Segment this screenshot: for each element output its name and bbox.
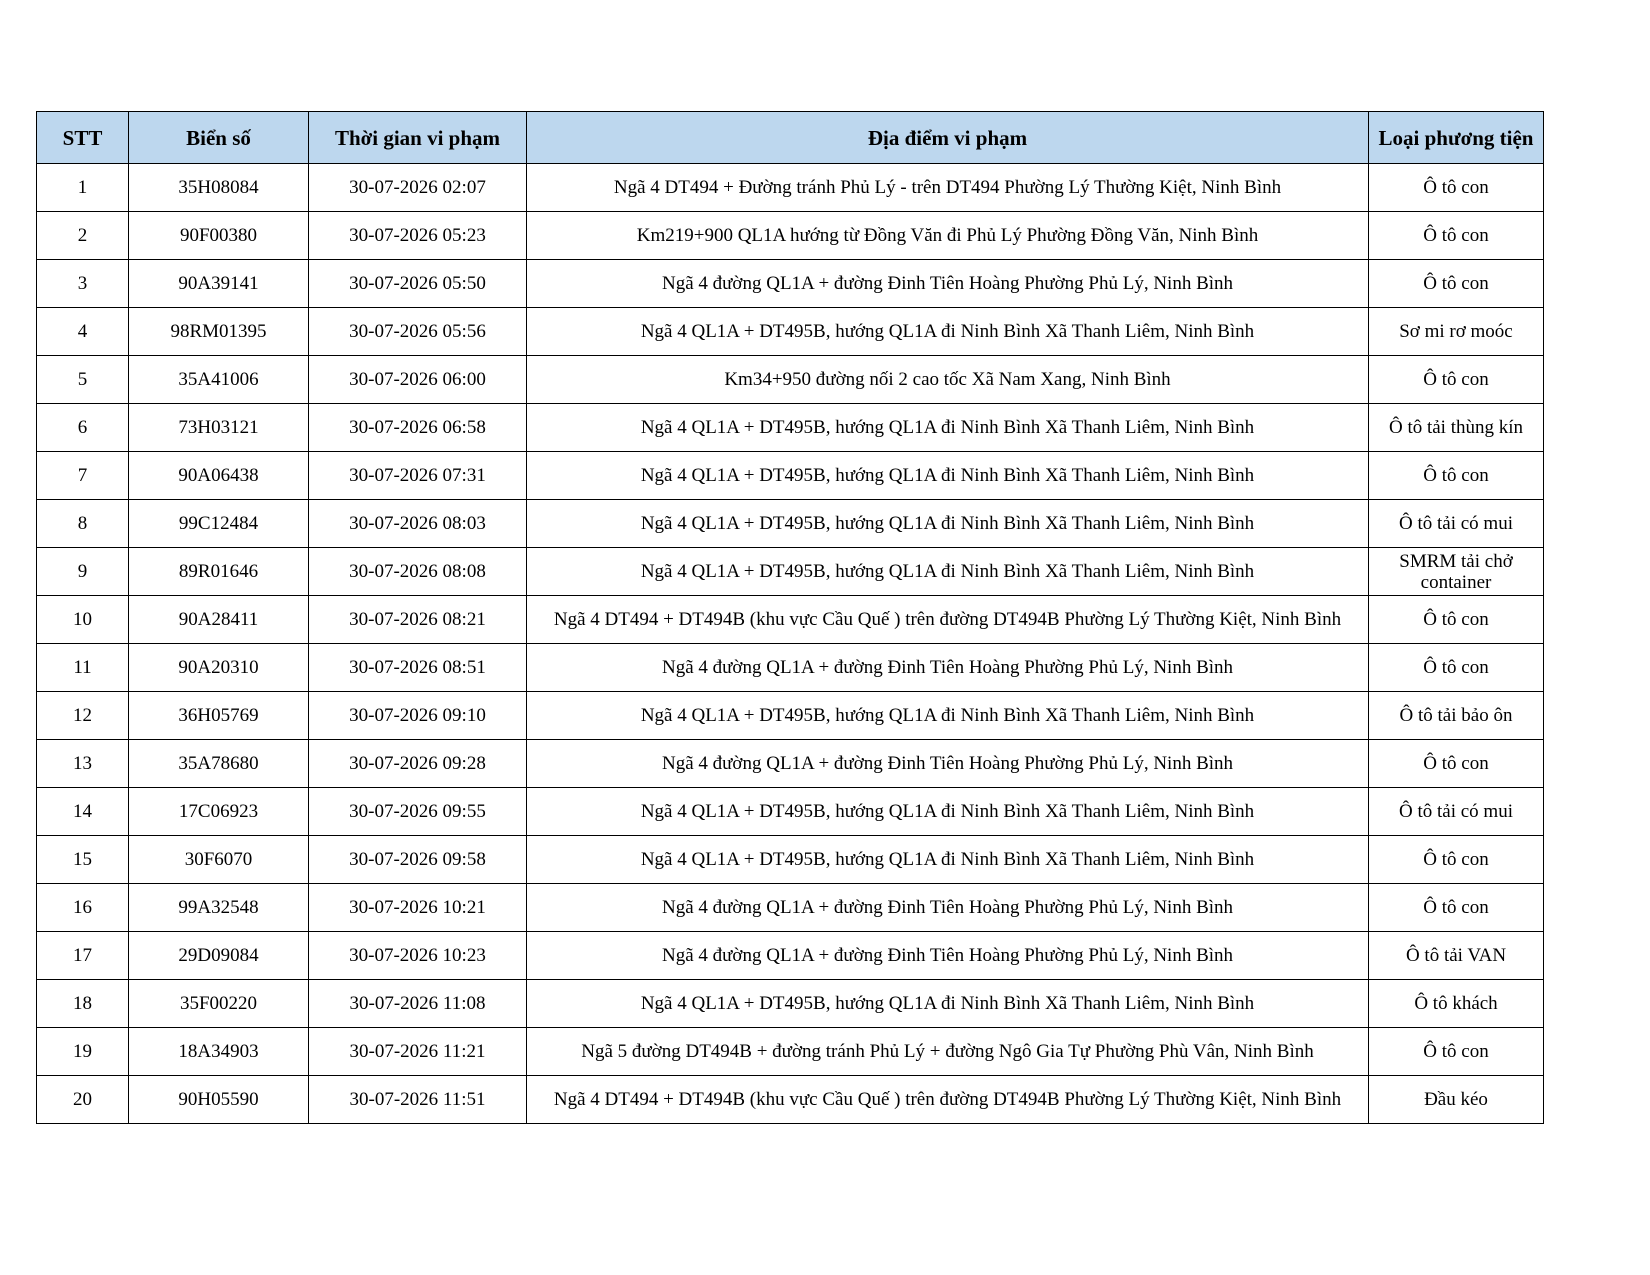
table-row	[37, 164, 1544, 212]
cell-stt: 11	[37, 644, 129, 692]
cell-location: Ngã 4 đường QL1A + đường Đinh Tiên Hoàng Phường Phủ Lý, Ninh Bình	[527, 260, 1369, 308]
cell-location: Ngã 4 QL1A + DT495B, hướng QL1A đi Ninh Bình Xã Thanh Liêm, Ninh Bình	[527, 836, 1369, 884]
cell-vehicle-type: Ô tô tải VAN	[1369, 932, 1544, 980]
table-row	[37, 692, 1544, 740]
header-location: Địa điểm vi phạm	[527, 112, 1369, 164]
cell-time: 30-07-2026 08:03	[309, 500, 527, 548]
cell-stt: 7	[37, 452, 129, 500]
header-time: Thời gian vi phạm	[309, 112, 527, 164]
cell-vehicle-type: Ô tô con	[1369, 836, 1544, 884]
cell-stt: 20	[37, 1076, 129, 1124]
cell-vehicle-type: Ô tô con	[1369, 644, 1544, 692]
cell-time: 30-07-2026 11:08	[309, 980, 527, 1028]
cell-stt: 4	[37, 308, 129, 356]
cell-stt: 10	[37, 596, 129, 644]
cell-vehicle-type: Ô tô con	[1369, 740, 1544, 788]
cell-time: 30-07-2026 09:28	[309, 740, 527, 788]
cell-vehicle-type: Ô tô con	[1369, 596, 1544, 644]
cell-location: Ngã 4 QL1A + DT495B, hướng QL1A đi Ninh Bình Xã Thanh Liêm, Ninh Bình	[527, 452, 1369, 500]
cell-time: 30-07-2026 09:58	[309, 836, 527, 884]
cell-plate: 73H03121	[129, 404, 309, 452]
cell-time: 30-07-2026 09:10	[309, 692, 527, 740]
table-row	[37, 596, 1544, 644]
cell-plate: 99A32548	[129, 884, 309, 932]
cell-stt: 19	[37, 1028, 129, 1076]
cell-vehicle-type: Ô tô con	[1369, 1028, 1544, 1076]
cell-plate: 30F6070	[129, 836, 309, 884]
cell-vehicle-type: Đầu kéo	[1369, 1076, 1544, 1124]
cell-plate: 35F00220	[129, 980, 309, 1028]
cell-time: 30-07-2026 05:50	[309, 260, 527, 308]
table-row	[37, 644, 1544, 692]
cell-location: Ngã 4 QL1A + DT495B, hướng QL1A đi Ninh Bình Xã Thanh Liêm, Ninh Bình	[527, 788, 1369, 836]
table-row	[37, 1028, 1544, 1076]
cell-plate: 89R01646	[129, 548, 309, 596]
cell-vehicle-type: Ô tô con	[1369, 884, 1544, 932]
cell-vehicle-type: Ô tô tải có mui	[1369, 788, 1544, 836]
table-row	[37, 212, 1544, 260]
cell-stt: 12	[37, 692, 129, 740]
cell-location: Ngã 4 QL1A + DT495B, hướng QL1A đi Ninh Bình Xã Thanh Liêm, Ninh Bình	[527, 980, 1369, 1028]
cell-plate: 90H05590	[129, 1076, 309, 1124]
cell-time: 30-07-2026 05:23	[309, 212, 527, 260]
cell-location: Ngã 4 QL1A + DT495B, hướng QL1A đi Ninh Bình Xã Thanh Liêm, Ninh Bình	[527, 500, 1369, 548]
table-row	[37, 1076, 1544, 1124]
cell-plate: 18A34903	[129, 1028, 309, 1076]
cell-plate: 90A20310	[129, 644, 309, 692]
table-row	[37, 740, 1544, 788]
table-row	[37, 308, 1544, 356]
cell-time: 30-07-2026 05:56	[309, 308, 527, 356]
cell-time: 30-07-2026 08:51	[309, 644, 527, 692]
cell-location: Km219+900 QL1A hướng từ Đồng Văn đi Phủ Lý Phường Đồng Văn, Ninh Bình	[527, 212, 1369, 260]
cell-location: Ngã 4 đường QL1A + đường Đinh Tiên Hoàng Phường Phủ Lý, Ninh Bình	[527, 932, 1369, 980]
cell-plate: 17C06923	[129, 788, 309, 836]
table-row	[37, 260, 1544, 308]
table-row	[37, 788, 1544, 836]
cell-stt: 5	[37, 356, 129, 404]
cell-stt: 18	[37, 980, 129, 1028]
cell-vehicle-type: SMRM tải chở container	[1369, 548, 1544, 596]
cell-time: 30-07-2026 10:21	[309, 884, 527, 932]
cell-location: Ngã 4 đường QL1A + đường Đinh Tiên Hoàng Phường Phủ Lý, Ninh Bình	[527, 740, 1369, 788]
cell-location: Ngã 4 đường QL1A + đường Đinh Tiên Hoàng Phường Phủ Lý, Ninh Bình	[527, 884, 1369, 932]
cell-location: Ngã 4 DT494 + Đường tránh Phủ Lý - trên DT494 Phường Lý Thường Kiệt, Ninh Bình	[527, 164, 1369, 212]
cell-plate: 35A78680	[129, 740, 309, 788]
cell-time: 30-07-2026 09:55	[309, 788, 527, 836]
cell-plate: 99C12484	[129, 500, 309, 548]
cell-stt: 9	[37, 548, 129, 596]
cell-vehicle-type: Ô tô con	[1369, 260, 1544, 308]
cell-location: Ngã 5 đường DT494B + đường tránh Phủ Lý + đường Ngô Gia Tự Phường Phù Vân, Ninh Bình	[527, 1028, 1369, 1076]
cell-time: 30-07-2026 07:31	[309, 452, 527, 500]
cell-stt: 3	[37, 260, 129, 308]
cell-location: Ngã 4 DT494 + DT494B (khu vực Cầu Quế ) trên đường DT494B Phường Lý Thường Kiệt, Ninh Bình	[527, 1076, 1369, 1124]
cell-time: 30-07-2026 02:07	[309, 164, 527, 212]
table-body	[37, 164, 1544, 1124]
cell-stt: 14	[37, 788, 129, 836]
cell-location: Ngã 4 QL1A + DT495B, hướng QL1A đi Ninh Bình Xã Thanh Liêm, Ninh Bình	[527, 404, 1369, 452]
cell-stt: 17	[37, 932, 129, 980]
header-vehicle-type: Loại phương tiện	[1369, 112, 1544, 164]
cell-location: Ngã 4 QL1A + DT495B, hướng QL1A đi Ninh Bình Xã Thanh Liêm, Ninh Bình	[527, 692, 1369, 740]
cell-vehicle-type: Ô tô tải bảo ôn	[1369, 692, 1544, 740]
cell-time: 30-07-2026 10:23	[309, 932, 527, 980]
header-row	[37, 112, 1544, 164]
cell-time: 30-07-2026 11:51	[309, 1076, 527, 1124]
cell-plate: 90A28411	[129, 596, 309, 644]
cell-location: Ngã 4 QL1A + DT495B, hướng QL1A đi Ninh Bình Xã Thanh Liêm, Ninh Bình	[527, 308, 1369, 356]
cell-plate: 90A06438	[129, 452, 309, 500]
cell-stt: 13	[37, 740, 129, 788]
table-header	[37, 112, 1544, 164]
cell-location: Ngã 4 QL1A + DT495B, hướng QL1A đi Ninh Bình Xã Thanh Liêm, Ninh Bình	[527, 548, 1369, 596]
cell-plate: 98RM01395	[129, 308, 309, 356]
cell-vehicle-type: Ô tô con	[1369, 212, 1544, 260]
header-plate: Biển số	[129, 112, 309, 164]
cell-plate: 36H05769	[129, 692, 309, 740]
cell-time: 30-07-2026 11:21	[309, 1028, 527, 1076]
cell-vehicle-type: Sơ mi rơ moóc	[1369, 308, 1544, 356]
cell-vehicle-type: Ô tô con	[1369, 356, 1544, 404]
table-row	[37, 548, 1544, 596]
cell-location: Ngã 4 đường QL1A + đường Đinh Tiên Hoàng Phường Phủ Lý, Ninh Bình	[527, 644, 1369, 692]
cell-vehicle-type: Ô tô con	[1369, 452, 1544, 500]
table-row	[37, 836, 1544, 884]
cell-time: 30-07-2026 08:21	[309, 596, 527, 644]
cell-stt: 16	[37, 884, 129, 932]
table-row	[37, 884, 1544, 932]
cell-time: 30-07-2026 06:00	[309, 356, 527, 404]
cell-time: 30-07-2026 08:08	[309, 548, 527, 596]
cell-plate: 35A41006	[129, 356, 309, 404]
cell-vehicle-type: Ô tô tải có mui	[1369, 500, 1544, 548]
cell-time: 30-07-2026 06:58	[309, 404, 527, 452]
violations-table	[36, 111, 1544, 1124]
cell-vehicle-type: Ô tô tải thùng kín	[1369, 404, 1544, 452]
cell-plate: 35H08084	[129, 164, 309, 212]
cell-plate: 90F00380	[129, 212, 309, 260]
cell-vehicle-type: Ô tô khách	[1369, 980, 1544, 1028]
table-row	[37, 500, 1544, 548]
cell-stt: 8	[37, 500, 129, 548]
table-row	[37, 356, 1544, 404]
cell-vehicle-type: Ô tô con	[1369, 164, 1544, 212]
table-row	[37, 980, 1544, 1028]
cell-plate: 29D09084	[129, 932, 309, 980]
table-row	[37, 932, 1544, 980]
cell-stt: 15	[37, 836, 129, 884]
cell-plate: 90A39141	[129, 260, 309, 308]
cell-location: Ngã 4 DT494 + DT494B (khu vực Cầu Quế ) trên đường DT494B Phường Lý Thường Kiệt, Ninh Bình	[527, 596, 1369, 644]
cell-stt: 2	[37, 212, 129, 260]
header-stt: STT	[37, 112, 129, 164]
cell-location: Km34+950 đường nối 2 cao tốc Xã Nam Xang, Ninh Bình	[527, 356, 1369, 404]
table-row	[37, 452, 1544, 500]
table-row	[37, 404, 1544, 452]
cell-stt: 6	[37, 404, 129, 452]
cell-stt: 1	[37, 164, 129, 212]
